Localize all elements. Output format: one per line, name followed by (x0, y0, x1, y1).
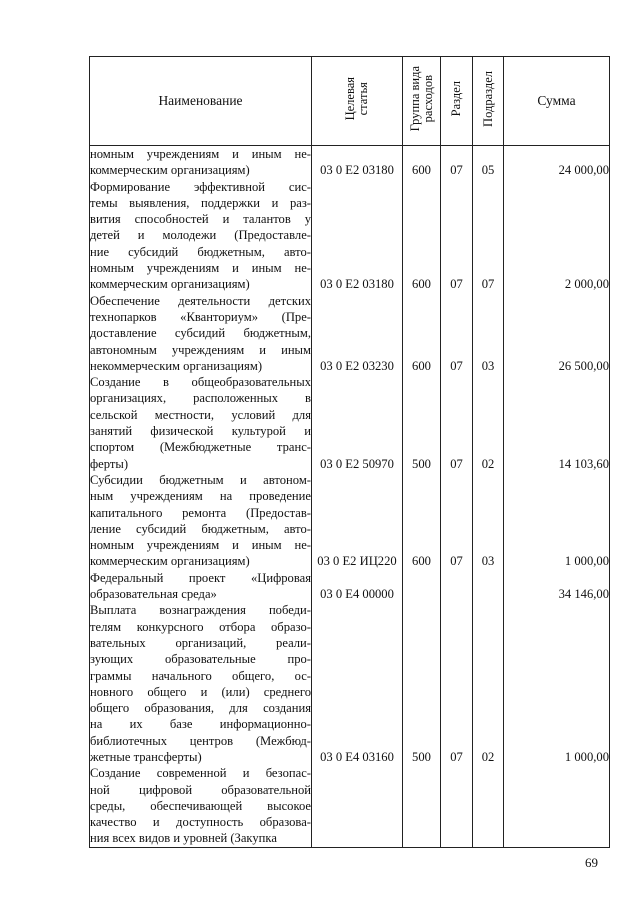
row-subsection: 02 (473, 602, 504, 765)
header-section: Раздел (441, 57, 473, 146)
row-name-line: некоммерческим организациям) (90, 358, 263, 373)
page-number: 69 (585, 855, 598, 870)
row-section: 07 (441, 146, 473, 179)
row-name-line: вательных организаций, реали- (90, 635, 311, 650)
row-subsection: 05 (473, 146, 504, 179)
row-sum: 24 000,00 (504, 146, 610, 179)
row-name-line: жетные трансферты) (90, 749, 202, 764)
row-name (90, 293, 312, 374)
row-target-article: 03 0 Е4 00000 (312, 570, 403, 603)
row-expense-group: 600 (403, 472, 441, 570)
row-name-line: качество и доступность образова- (90, 815, 311, 830)
row-name-line: детей и молодежи (Предоставле- (90, 228, 311, 243)
row-name-line: ным учреждениям на проведение (90, 489, 311, 504)
row-name-line: зующих образовательные про- (90, 652, 311, 667)
row-section: 07 (441, 602, 473, 765)
row-target-article: 03 0 Е4 03160 (312, 602, 403, 765)
row-subsection (473, 765, 504, 847)
row-name-line: сельской местности, условий для (90, 407, 311, 422)
row-name-line: ление субсидий бюджетным, авто- (90, 521, 311, 536)
header-target-article: Целевая статья (312, 57, 403, 146)
row-name-line: коммерческим организациям) (90, 554, 250, 569)
header-sum: Сумма (504, 57, 610, 146)
row-name-line: номным учреждениям и иным не- (90, 538, 311, 553)
row-name-line: ной цифровой образовательной (90, 782, 311, 797)
table-row (90, 765, 610, 847)
row-subsection (473, 570, 504, 603)
row-expense-group: 600 (403, 293, 441, 374)
row-sum: 26 500,00 (504, 293, 610, 374)
row-target-article: 03 0 Е2 03180 (312, 179, 403, 293)
table-row (90, 293, 610, 374)
table-row (90, 472, 610, 570)
budget-table (89, 56, 610, 848)
row-name-line: Федеральный проект «Цифровая (90, 570, 311, 585)
row-name-line: Создание современной и безопас- (90, 766, 311, 781)
row-name (90, 765, 312, 847)
row-section: 07 (441, 179, 473, 293)
row-name-line: образовательная среда» (90, 587, 217, 602)
row-name (90, 602, 312, 765)
row-name-line: на их базе информационно- (90, 717, 311, 732)
table-row (90, 179, 610, 293)
row-target-article: 03 0 Е2 03230 (312, 293, 403, 374)
row-name (90, 374, 312, 472)
row-name-line: Обеспечение деятельности детских (90, 293, 311, 308)
row-target-article: 03 0 Е2 50970 (312, 374, 403, 472)
row-section (441, 570, 473, 603)
table-header-row (90, 57, 610, 146)
row-name-line: Выплата вознаграждения победи- (90, 603, 311, 618)
row-name-line: спортом (Межбюджетные транс- (90, 440, 311, 455)
row-name-line: Создание в общеобразовательных (90, 375, 311, 390)
row-name-line: библиотечных центров (Межбюд- (90, 733, 311, 748)
row-name-line: среды, обеспечивающей высокое (90, 798, 311, 813)
row-sum: 1 000,00 (504, 602, 610, 765)
row-name-line: организациях, расположенных в (90, 391, 311, 406)
row-sum (504, 765, 610, 847)
row-target-article (312, 765, 403, 847)
row-expense-group (403, 765, 441, 847)
row-name-line: темы выявления, поддержки и раз- (90, 195, 311, 210)
row-name-line: коммерческим организациям) (90, 277, 250, 292)
row-name-line: Формирование эффективной сис- (90, 179, 311, 194)
row-name-line: номным учреждениям и иным не- (90, 147, 311, 161)
header-expense-group: Группа вида расходов (403, 57, 441, 146)
row-name-line: Субсидии бюджетным и автоном- (90, 472, 311, 487)
row-name-line: общего образования, для создания (90, 701, 311, 716)
row-name-line: технопарков «Кванториум» (Пре- (90, 309, 311, 324)
row-name (90, 570, 312, 603)
row-name-line: вития способностей и талантов у (90, 212, 311, 227)
row-sum: 2 000,00 (504, 179, 610, 293)
row-subsection: 03 (473, 293, 504, 374)
row-expense-group (403, 570, 441, 603)
row-section: 07 (441, 374, 473, 472)
row-name (90, 179, 312, 293)
row-expense-group: 600 (403, 179, 441, 293)
row-name-line: ние субсидий бюджетным, авто- (90, 244, 311, 259)
row-name-line: граммы начального общего, ос- (90, 668, 311, 683)
row-name-line: автономным учреждениям и иным (90, 342, 311, 357)
row-subsection: 07 (473, 179, 504, 293)
row-expense-group: 500 (403, 374, 441, 472)
header-subsection: Подраздел (473, 57, 504, 146)
table-row (90, 602, 610, 765)
table-row (90, 146, 610, 179)
row-subsection: 02 (473, 374, 504, 472)
row-sum: 14 103,60 (504, 374, 610, 472)
row-sum: 34 146,00 (504, 570, 610, 603)
row-name (90, 472, 312, 570)
row-name-line: номным учреждениям и иным не- (90, 261, 311, 276)
row-subsection: 03 (473, 472, 504, 570)
row-name-line: занятий физической культурой и (90, 424, 311, 439)
table-body (90, 146, 610, 848)
row-expense-group: 600 (403, 146, 441, 179)
table-row (90, 374, 610, 472)
row-target-article: 03 0 Е2 ИЦ220 (312, 472, 403, 570)
table-row (90, 570, 610, 603)
row-expense-group: 500 (403, 602, 441, 765)
row-name-line: ферты) (90, 456, 129, 471)
row-name-line: коммерческим организациям) (90, 163, 250, 178)
row-sum: 1 000,00 (504, 472, 610, 570)
row-section: 07 (441, 293, 473, 374)
row-name-line: телям конкурсного отбора образо- (90, 619, 311, 634)
row-name-line: ния всех видов и уровней (Закупка (90, 831, 277, 846)
row-name-line: доставление субсидий бюджетным, (90, 326, 311, 341)
row-section (441, 765, 473, 847)
row-name-line: капитального ремонта (Предостав- (90, 505, 311, 520)
row-name-line: новного общего и (или) среднего (90, 684, 311, 699)
row-name (90, 146, 312, 179)
header-name: Наименование (90, 57, 312, 146)
row-target-article: 03 0 Е2 03180 (312, 146, 403, 179)
row-section: 07 (441, 472, 473, 570)
